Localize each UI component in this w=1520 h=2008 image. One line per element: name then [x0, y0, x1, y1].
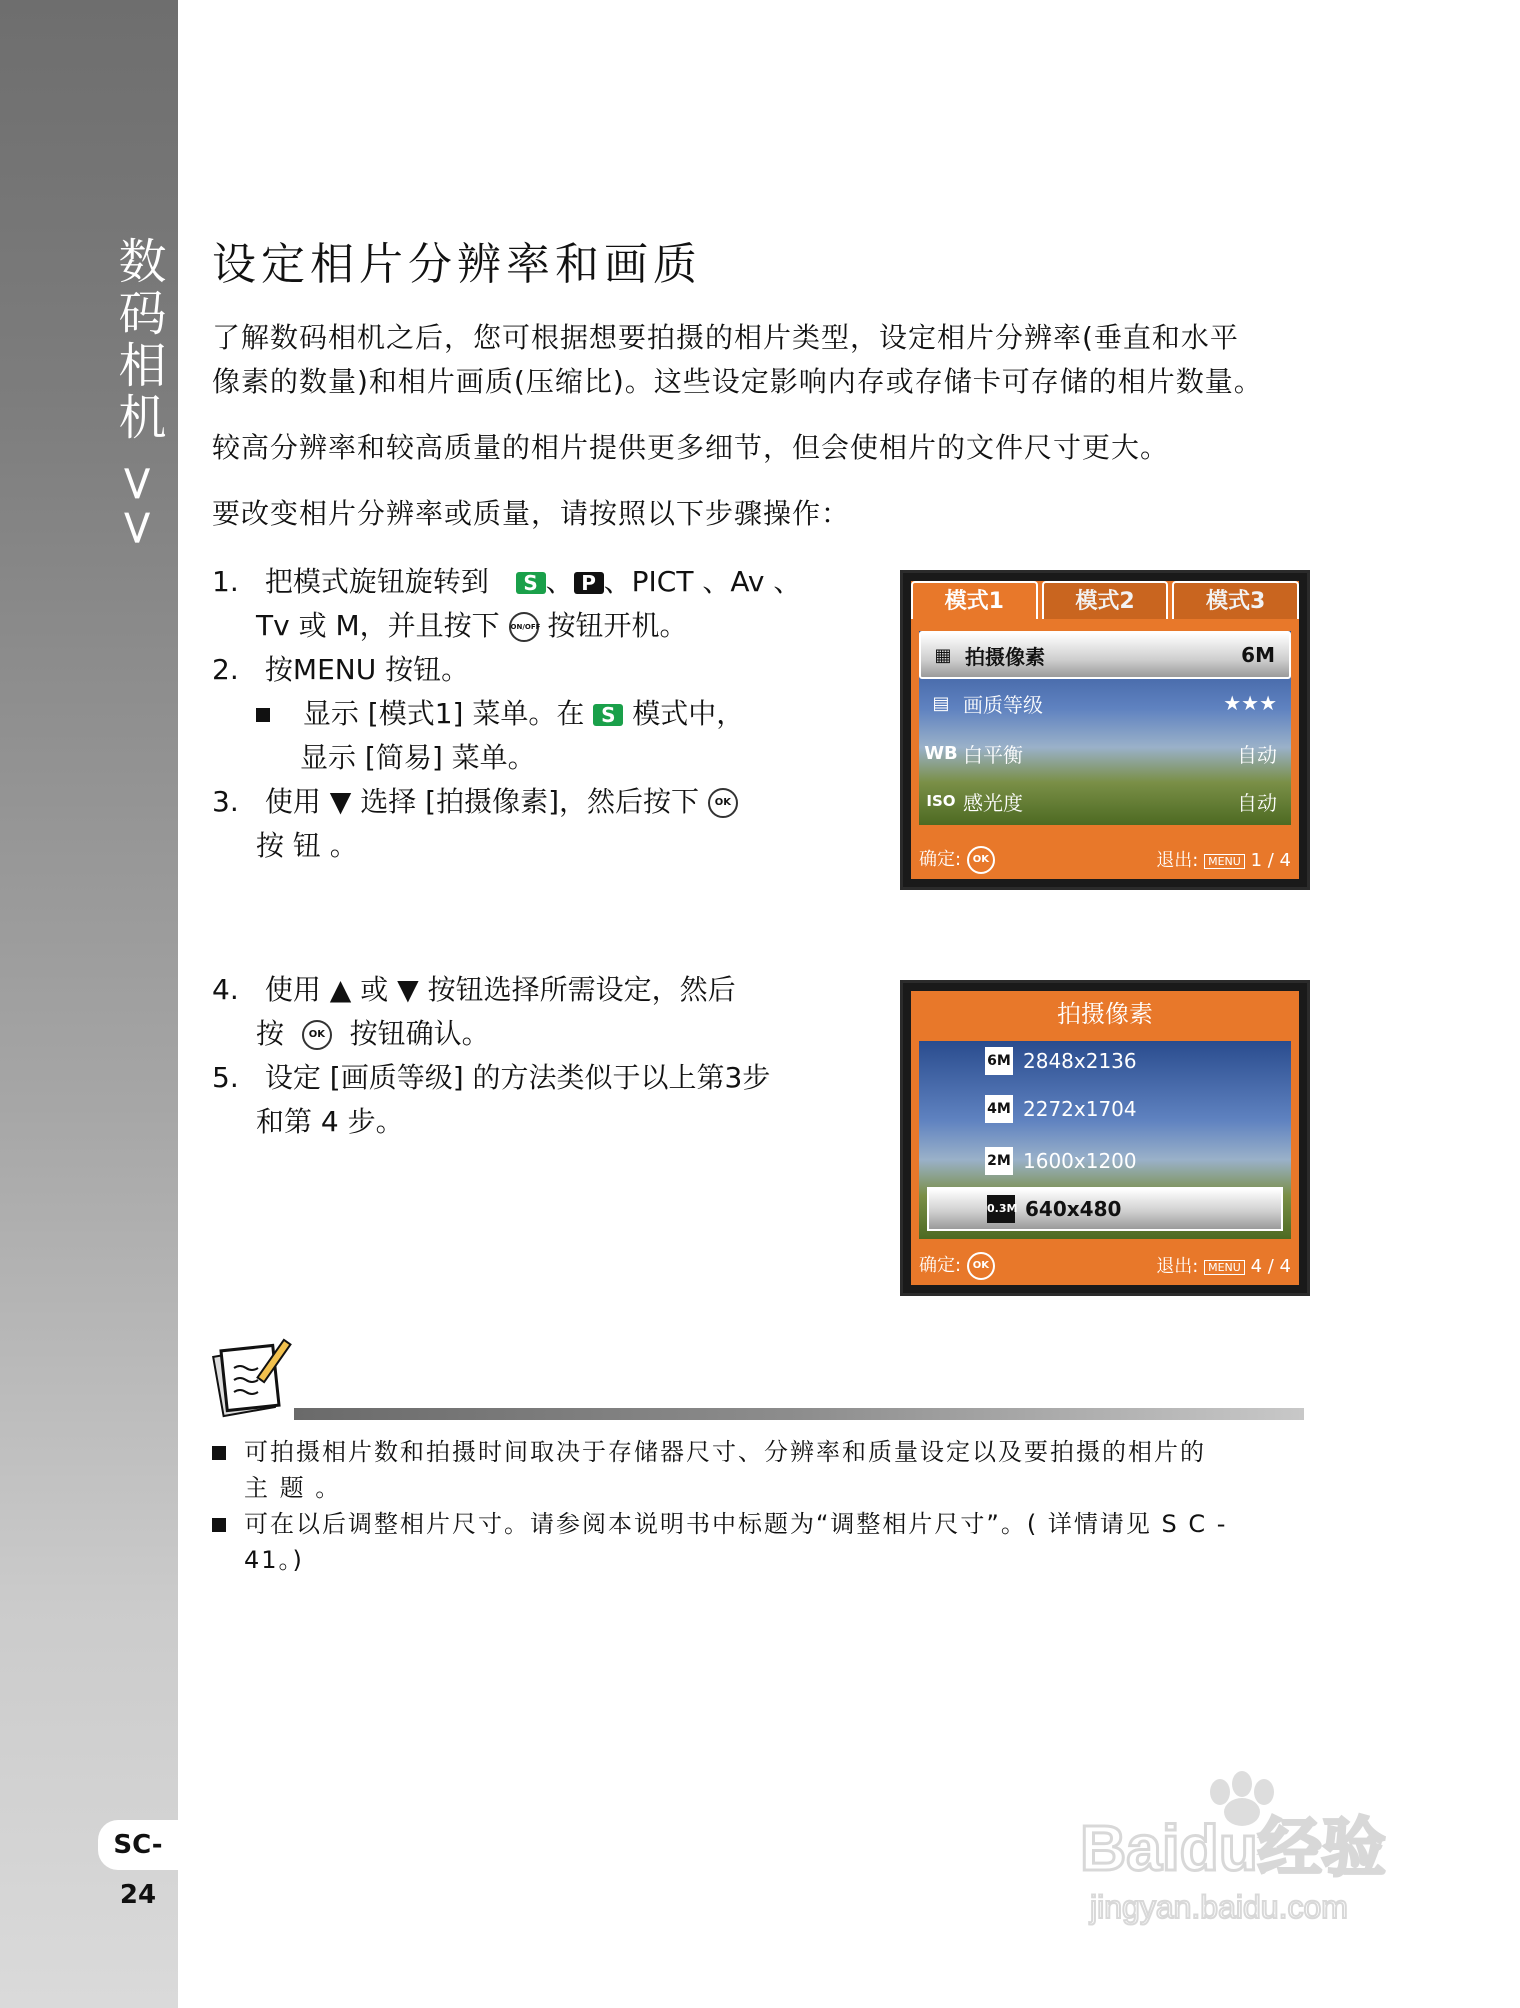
stars-icon: ★★★ — [1223, 691, 1277, 715]
resolution-option-6m[interactable]: 6M 2848x2136 — [985, 1041, 1281, 1081]
ok-icon: OK — [967, 1252, 995, 1280]
size-0-3m-icon: 0.3M — [987, 1195, 1015, 1223]
menu-item-quality[interactable]: ▤ 画质等级 ★★★ — [919, 681, 1291, 725]
page-number: SC-24 — [98, 1820, 178, 1870]
size-2m-icon: 2M — [985, 1147, 1013, 1175]
step-5-cont — [212, 1100, 404, 1144]
tab-mode1[interactable]: 模式1 — [911, 581, 1038, 619]
step-1-cont — [212, 604, 687, 648]
tab-mode2[interactable]: 模式2 — [1042, 581, 1169, 619]
menu-background-scene — [919, 1041, 1291, 1239]
ok-button-icon: OK — [302, 1020, 332, 1050]
menu-item-white-balance[interactable]: WB 白平衡 自动 — [919, 731, 1291, 775]
sidebar — [0, 0, 178, 2008]
menu-icon: MENU — [1204, 854, 1245, 869]
step-text: 和第 4 步。 — [256, 1105, 404, 1138]
step-text: 按钮开机。 — [547, 609, 688, 642]
menu-item-resolution[interactable]: ▦ 拍摄像素 6M — [919, 631, 1291, 679]
camera-resolution-screen — [900, 980, 1310, 1296]
step-text: 把模式旋钮旋转到 — [264, 565, 489, 598]
camera-menu-screen-mode1 — [900, 570, 1310, 890]
intro-line-1: 了解数码相机之后，您可根据想要拍摄的相片类型，设定相片分辨率(垂直和水平 — [212, 321, 1239, 354]
intro-line-2: 像素的数量)和相片画质(压缩比)。这些设定影响内存或存储卡可存储的相片数量。 — [212, 365, 1263, 398]
size-4m-icon: 4M — [985, 1095, 1013, 1123]
step-text: 使用 ▲ 或 ▼ 按钮选择所需设定，然后 — [264, 973, 736, 1006]
step-text: 按 — [256, 1017, 285, 1050]
step-number: 3. — [212, 785, 239, 818]
wb-icon: WB — [924, 742, 958, 764]
menu-item-iso[interactable]: ISO 感光度 自动 — [919, 779, 1291, 823]
bullet-square — [212, 1446, 226, 1460]
step-3-cont — [212, 824, 358, 868]
step-number: 2. — [212, 653, 239, 686]
note-1: 可拍摄相片数和拍摄时间取决于存储器尺寸、分辨率和质量设定以及要拍摄的相片的 — [212, 1434, 1206, 1470]
step-text: 按钮确认。 — [349, 1017, 490, 1050]
resolution-icon: ▦ — [934, 644, 952, 666]
quality-icon: ▤ — [932, 692, 950, 714]
menu-icon: MENU — [1204, 1260, 1245, 1275]
step-2-sub-cont — [212, 736, 536, 780]
scene-mode-icon: S — [593, 704, 623, 726]
baidu-watermark — [1070, 1770, 1430, 1930]
notepad-pencil-icon — [212, 1338, 302, 1418]
step-4-cont — [212, 1012, 490, 1056]
intro-line-3: 较高分辨率和较高质量的相片提供更多细节，但会使相片的文件尺寸更大。 — [212, 431, 1170, 464]
step-1: 1. 把模式旋钮旋转到 S 、 P 、PICT 、Av 、 — [212, 560, 801, 604]
step-number: 4. — [212, 973, 239, 1006]
page-indicator: 1 / 4 — [1250, 850, 1291, 871]
step-text: 、PICT 、Av 、 — [603, 565, 802, 598]
program-mode-icon: P — [574, 572, 604, 594]
step-text: 模式中， — [632, 697, 745, 730]
resolution-option-0-3m[interactable]: 0.3M 640x480 — [927, 1187, 1283, 1231]
menu-background-scene — [919, 631, 1291, 825]
step-number: 1. — [212, 565, 239, 598]
menu-tabs — [911, 581, 1299, 619]
watermark-brand: Baidu经验 — [1080, 1812, 1386, 1884]
resolution-option-4m[interactable]: 4M 2272x1704 — [985, 1089, 1281, 1129]
power-button-icon: ON/OFF — [509, 612, 539, 642]
note-2: 可在以后调整相片尺寸。请参阅本说明书中标题为“调整相片尺寸”。( 详情请见 S C - — [212, 1506, 1227, 1542]
step-number: 5. — [212, 1061, 239, 1094]
intro-line-4: 要改变相片分辨率或质量，请按照以下步骤操作： — [212, 497, 851, 530]
step-text: 按 钮 。 — [256, 829, 358, 862]
note-2-cont: 41。) — [244, 1546, 304, 1574]
step-3 — [212, 780, 738, 824]
step-text: 使用 ▼ 选择 [拍摄像素]，然后按下 — [264, 785, 699, 818]
step-5 — [212, 1056, 770, 1100]
ok-icon: OK — [967, 846, 995, 874]
iso-icon: ISO — [926, 792, 956, 810]
scene-mode-icon: S — [516, 572, 546, 594]
step-text: 设定 [画质等级] 的方法类似于以上第3步 — [264, 1061, 771, 1094]
step-text: Tv 或 M，并且按下 — [256, 609, 500, 642]
screen-title: 拍摄像素 — [1057, 1000, 1153, 1028]
step-text: 显示 [简易] 菜单。 — [300, 741, 536, 774]
menu-footer: 确定: OK 退出: MENU 4 / 4 — [911, 1245, 1299, 1285]
step-2-sub — [212, 692, 744, 736]
page-title: 设定相片分辨率和画质 — [212, 239, 702, 290]
bullet-square — [256, 708, 270, 722]
section-title: 数码相机 >> — [110, 236, 166, 552]
watermark-url: jingyan.baidu.com — [1090, 1889, 1348, 1925]
resolution-option-2m[interactable]: 2M 1600x1200 — [985, 1141, 1281, 1181]
size-6m-icon: 6M — [985, 1047, 1013, 1075]
menu-footer: 确定: OK 退出: MENU 1 / 4 — [911, 839, 1299, 879]
note-1-cont: 主 题 。 — [244, 1474, 342, 1502]
ok-button-icon: OK — [708, 788, 738, 818]
tab-mode3[interactable]: 模式3 — [1172, 581, 1299, 619]
note-divider — [294, 1408, 1304, 1420]
page-indicator: 4 / 4 — [1250, 1256, 1291, 1277]
step-4 — [212, 968, 736, 1012]
step-text: 显示 [模式1] 菜单。在 — [302, 697, 585, 730]
step-text: 按MENU 按钮。 — [264, 653, 470, 686]
baidu-paw-logo — [1070, 1770, 1430, 1930]
bullet-square — [212, 1518, 226, 1532]
step-2 — [212, 648, 469, 692]
